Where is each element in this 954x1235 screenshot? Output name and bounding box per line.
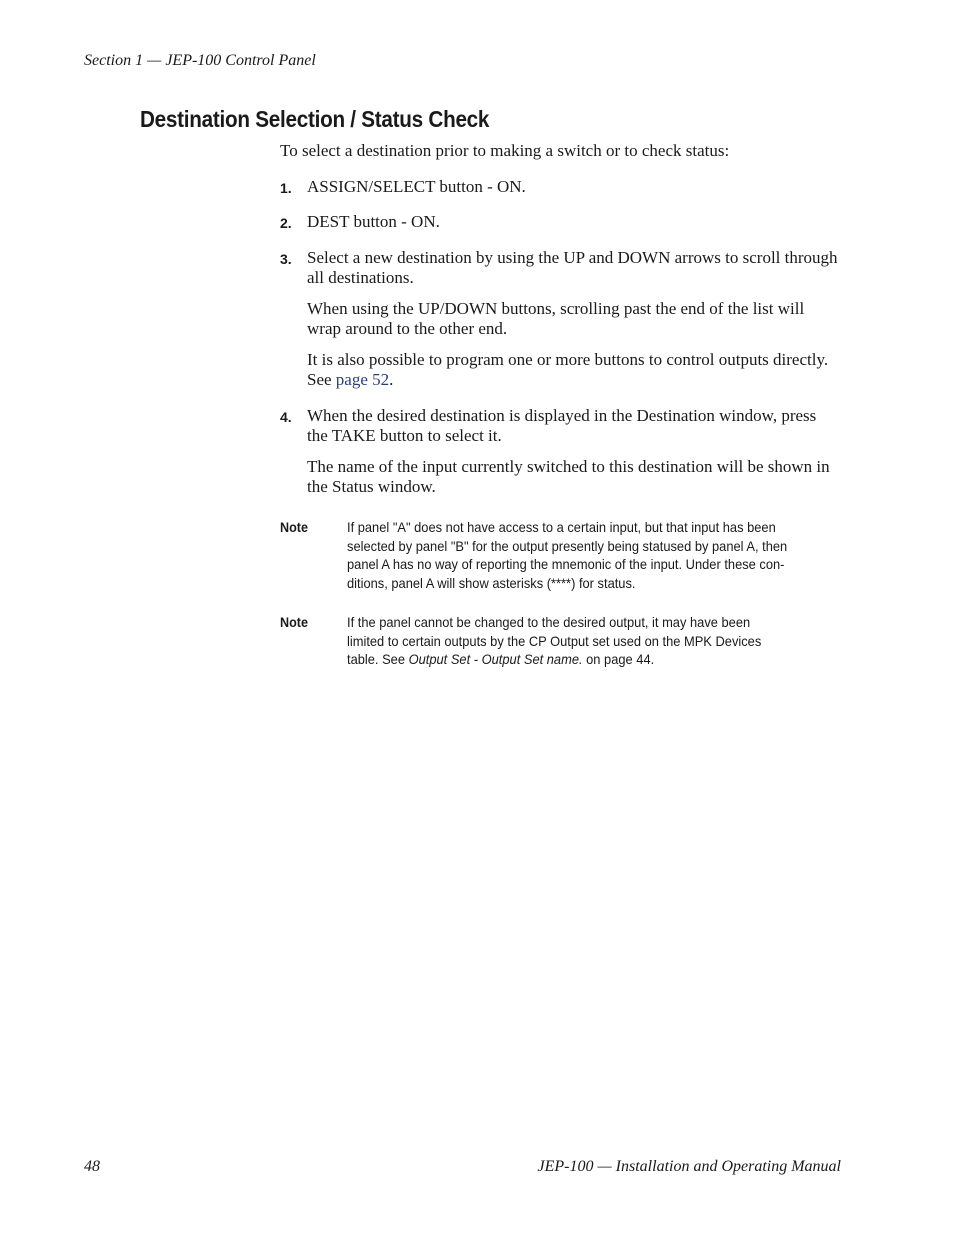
note-text: If panel "A" does not have access to a certain input, but that input has been selected by panel "B" for the output presently being statused by panel A, then panel A has no way of reporting the mnemonic of the input. Under these con-ditions, panel A will show asterisks (****) for status.	[347, 519, 788, 592]
step-number: 1.	[280, 179, 292, 196]
step-detail-suffix: .	[389, 370, 394, 389]
note-text	[347, 613, 789, 669]
step-detail: When using the UP/DOWN buttons, scrolling past the end of the list will wrap around to the other end.	[307, 298, 805, 338]
note-label: Note	[280, 614, 309, 630]
step-detail	[307, 350, 840, 391]
note-body: If the panel cannot be changed to the desired output, it may have been limited to certain outputs by the CP Output set used on the MPK Devices table. See	[347, 614, 762, 668]
running-head: Section 1 — JEP-100 Control Panel	[84, 52, 316, 69]
step-2	[280, 212, 840, 233]
step-number: 3.	[280, 250, 292, 267]
intro-paragraph: To select a destination prior to making a switch or to check status:	[280, 141, 730, 160]
step-1	[280, 177, 840, 198]
step-text: DEST button - ON.	[307, 212, 440, 231]
reference-page: on page 44.	[582, 651, 655, 668]
step-text: ASSIGN/SELECT button - ON.	[307, 176, 526, 196]
step-3	[280, 248, 840, 391]
section-title: Destination Selection / Status Check	[140, 106, 490, 132]
page-link[interactable]: page 52	[335, 370, 390, 389]
note-1	[280, 518, 820, 593]
note-label: Note	[280, 519, 309, 535]
cross-reference[interactable]: Output Set - Output Set name.	[408, 651, 583, 668]
step-number: 4.	[280, 408, 292, 425]
step-text: When the desired destination is displayed in the Destination window, press the TAKE button to select it.	[307, 405, 817, 445]
step-detail: The name of the input currently switched to this destination will be shown in the Status window.	[307, 456, 830, 496]
step-text: Select a new destination by using the UP and DOWN arrows to scroll through all destinations.	[307, 247, 838, 287]
body-text	[280, 141, 840, 513]
step-detail-text: It is also possible to program one or more buttons to control outputs directly. See	[307, 349, 829, 389]
page-number: 48	[84, 1158, 100, 1175]
step-4	[280, 406, 840, 498]
note-2	[280, 613, 820, 669]
step-number: 2.	[280, 215, 292, 231]
footer-manual-title: JEP-100 — Installation and Operating Manual	[537, 1158, 841, 1175]
